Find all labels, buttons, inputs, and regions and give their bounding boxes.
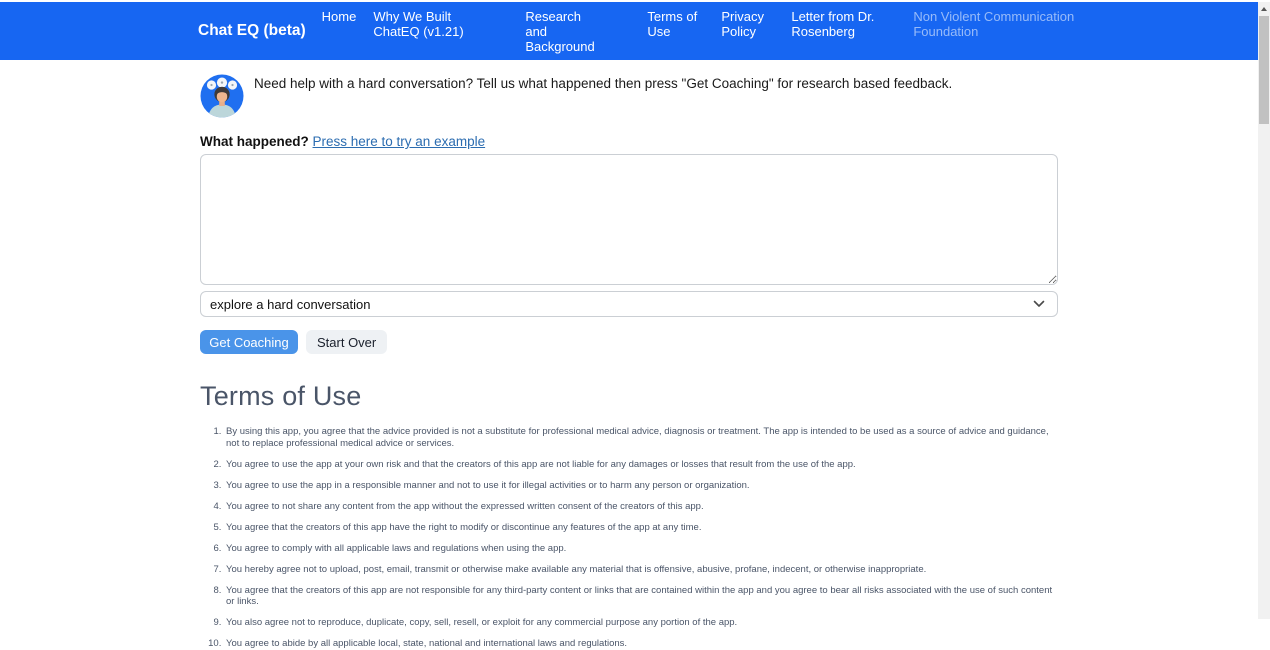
- brand-title: Chat EQ (beta): [198, 22, 306, 39]
- scroll-up-arrow-icon[interactable]: [1258, 2, 1270, 15]
- nav-item-nvc-foundation[interactable]: Non Violent Communication Foundation: [913, 8, 1075, 39]
- nav-item-privacy[interactable]: Privacy Policy: [721, 8, 764, 39]
- nav-item-research[interactable]: Research and Background: [525, 8, 595, 54]
- terms-item: 2. You agree to use the app at your own risk and that the creators of this app are not liable for any damages or losses that result from the use of the app.: [224, 459, 1058, 471]
- terms-item: 8. You agree that the creators of this app are not responsible for any third-party content or links that are contained within the app and you agree to bear all risks associated with the use of such content or links.: [224, 585, 1058, 608]
- scrollbar-thumb[interactable]: [1259, 16, 1269, 124]
- conversation-mode-select[interactable]: [200, 291, 1058, 317]
- terms-item: 6. You agree to comply with all applicable laws and regulations when using the app.: [224, 543, 1058, 555]
- what-happened-label: What happened?: [200, 134, 309, 149]
- person-avatar-icon: [200, 74, 244, 118]
- terms-of-use-heading: Terms of Use: [200, 381, 362, 411]
- terms-item: 1. By using this app, you agree that the advice provided is not a substitute for professional medical advice, diagnosis or treatment. The app is intended to be used as a source of advice and guidance, not to replace professional medical advice or services.: [224, 426, 1058, 449]
- nav-item-terms[interactable]: Terms of Use: [647, 8, 698, 39]
- navbar: [0, 2, 1258, 60]
- terms-item: 5. You agree that the creators of this app have the right to modify or discontinue any features of the app at any time.: [224, 522, 1058, 534]
- terms-item: 4. You agree to not share any content from the app without the expressed written consent of the creators of this app.: [224, 501, 1058, 513]
- terms-item: 9. You also agree not to reproduce, duplicate, copy, sell, resell, or exploit for any commercial purpose any portion of the app.: [224, 617, 1058, 629]
- what-happened-textarea[interactable]: [200, 154, 1058, 285]
- vertical-scrollbar[interactable]: [1258, 2, 1270, 619]
- chevron-down-icon: [1033, 300, 1045, 308]
- nav-links: [306, 9, 1082, 54]
- terms-item: 3. You agree to use the app in a responsible manner and not to use it for illegal activities or to harm any person or organization.: [224, 480, 1058, 492]
- terms-item: 7. You hereby agree not to upload, post, email, transmit or otherwise make available any material that is offensive, abusive, profane, indecent, or otherwise inappropriate.: [224, 564, 1058, 576]
- start-over-button[interactable]: Start Over: [306, 330, 387, 354]
- page: [0, 2, 1258, 650]
- get-coaching-button[interactable]: Get Coaching: [200, 330, 298, 354]
- main-content: [200, 74, 1058, 650]
- intro-row: [200, 74, 1058, 118]
- button-row: [200, 330, 1058, 354]
- nav-item-why-we-built[interactable]: Why We Built ChatEQ (v1.21): [373, 8, 464, 39]
- terms-item: 10. You agree to abide by all applicable local, state, national and international laws and regulations.: [224, 638, 1058, 650]
- intro-text: Need help with a hard conversation? Tell us what happened then press "Get Coaching" for research based feedback.: [254, 76, 953, 91]
- terms-list: [200, 426, 1058, 650]
- conversation-mode-value: explore a hard conversation: [210, 296, 371, 312]
- nav-item-letter[interactable]: Letter from Dr. Rosenberg: [791, 8, 875, 39]
- try-example-link[interactable]: Press here to try an example: [312, 134, 486, 149]
- nav-item-home[interactable]: Home: [321, 8, 357, 24]
- prompt-row: [200, 134, 1058, 149]
